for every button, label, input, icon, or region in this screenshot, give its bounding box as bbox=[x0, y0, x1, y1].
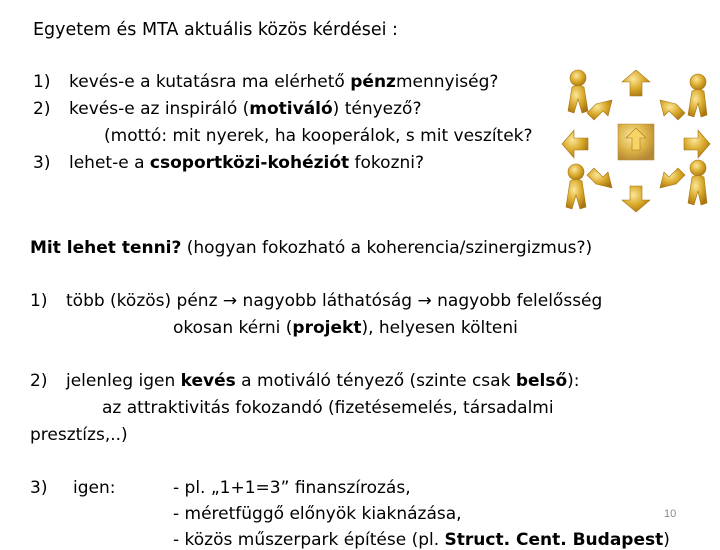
item-3-bullet-1: - pl. „1+1=3” finanszírozás, bbox=[173, 478, 411, 498]
item-1-line-1: 1) több (közös) pénz → nagyobb láthatóság → nagyobb felelősség bbox=[30, 291, 603, 311]
item-2-line-1: 2) jelenleg igen kevés a motiváló tényező (szinte csak belső): bbox=[30, 371, 580, 391]
item-3-label: igen: bbox=[73, 478, 116, 498]
item-3-bullet-3: - közös műszerpark építése (pl. Struct. Cent. Budapest) bbox=[173, 530, 670, 550]
question-3: 3) lehet-e a csoportközi-kohéziót fokozni? bbox=[33, 153, 425, 173]
question-2-motto: (mottó: mit nyerek, ha kooperálok, s mit veszítek? bbox=[104, 126, 533, 146]
four-gold-people-holding-arrow-puzzle-icon bbox=[556, 62, 716, 227]
item-3-bullet-2: - méretfüggő előnyök kiaknázása, bbox=[173, 504, 462, 524]
question-2: 2) kevés-e az inspiráló (motiváló) tényező? bbox=[33, 99, 422, 119]
item-2-line-2: az attraktivitás fokozandó (fizetésemelés, társadalmi bbox=[102, 398, 554, 418]
item-3-number: 3) bbox=[30, 478, 48, 498]
page-number: 10 bbox=[664, 508, 677, 520]
item-2-line-3: presztízs,..) bbox=[30, 425, 128, 445]
item-1-line-2: okosan kérni (projekt), helyesen költeni bbox=[173, 318, 518, 338]
question-1: 1) kevés-e a kutatásra ma elérhető pénzmennyiség? bbox=[33, 72, 499, 92]
section-heading: Mit lehet tenni? (hogyan fokozható a koherencia/szinergizmus?) bbox=[30, 238, 593, 258]
slide-title: Egyetem és MTA aktuális közös kérdései : bbox=[33, 20, 398, 40]
